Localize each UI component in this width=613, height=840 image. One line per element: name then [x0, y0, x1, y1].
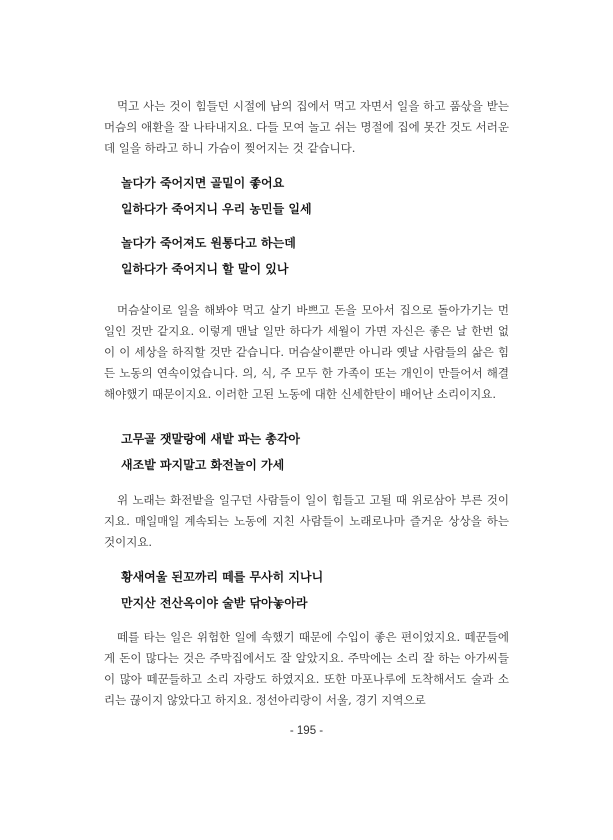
- verse-line: 놀다가 죽어져도 원통다고 하는데: [121, 236, 296, 250]
- verse-line: 황새여울 된꼬까리 떼를 무사히 지나니: [121, 570, 324, 584]
- verse-block-4: [121, 564, 501, 616]
- verse-line: 만지산 전산옥이야 술받 닦아놓아라: [121, 596, 308, 610]
- paragraph-2: 머슴살이로 일을 해봐야 먹고 살기 바쁘고 돈을 모아서 집으로 돌아가기는 먼일인 것만 같지요. 이렇게 맨날 일만 하다가 세월이 가면 자신은 좋은 날 한번 없이 이 세상을 하직할 것만 같습니다. 머슴살이뿐만 아니라 옛날 사람들의 삶은 힘든 노동의 연속이었습니다. 의, 식, 주 모두 한 가족이 또는 개인이 만들어서 해결해야했기 때문이지요. 이러한 고된 노동에 대한 신세한탄이 배어난 소리이지요.: [104, 303, 509, 401]
- verse-line: 일하다가 죽어지니 우리 농민들 일세: [121, 202, 312, 216]
- verse-block-1: [121, 170, 501, 222]
- page-number: - 195 -: [289, 725, 324, 737]
- verse-block-3: [121, 426, 501, 478]
- verse-line: 일하다가 죽어지니 할 말이 있나: [121, 262, 289, 276]
- paragraph-4: 떼를 타는 일은 위험한 일에 속했기 때문에 수입이 좋은 편이었지요. 떼꾼들에게 돈이 많다는 것은 주막집에서도 잘 알았지요. 주막에는 소리 잘 하는 아가씨들이 많아 떼꾼들하고 소리 자랑도 하였지요. 또한 마포나루에 도착해서도 술과 소리는 끊이지 않았다고 하지요. 정선아리랑이 서울, 경기 지역으로: [104, 630, 509, 707]
- verse-line: 고무골 잿말랑에 새밭 파는 총각아: [121, 432, 301, 446]
- verse-line: 새조밭 파지말고 화전놀이 가세: [121, 458, 285, 472]
- paragraph-1: 먹고 사는 것이 힘들던 시절에 남의 집에서 먹고 자면서 일을 하고 품삯을 받는 머슴의 애환을 잘 나타내지요. 다들 모여 놀고 쉬는 명절에 집에 못간 것도 서러운데 일을 하라고 하니 가슴이 찢어지는 것 같습니다.: [104, 99, 509, 155]
- verse-line: 놀다가 죽어지면 골밑이 좋어요: [121, 176, 285, 190]
- paragraph-3: 위 노래는 화전밭을 일구던 사람들이 일이 힘들고 고될 때 위로삼아 부른 것이지요. 매일매일 계속되는 노동에 지친 사람들이 노래로나마 즐거운 상상을 하는 것이지요.: [104, 493, 509, 549]
- verse-block-2: [121, 230, 501, 282]
